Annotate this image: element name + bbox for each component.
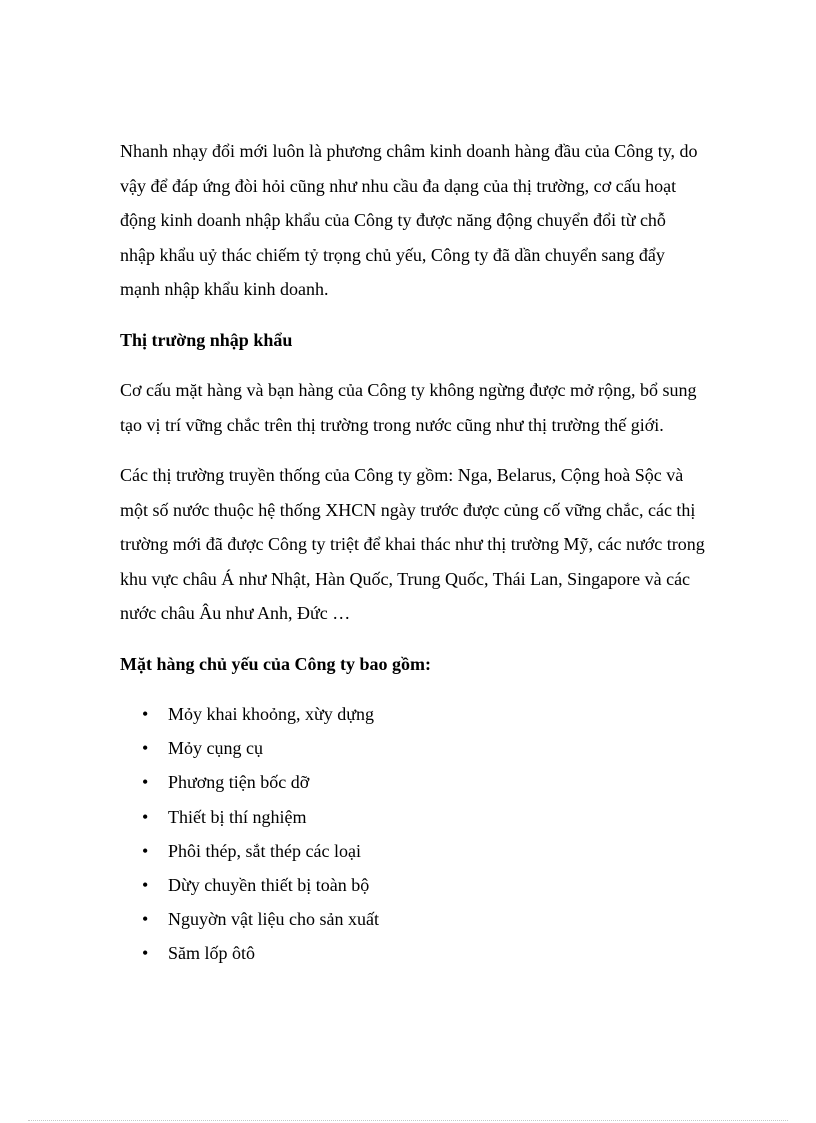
list-item-text: Thiết bị thí nghiệm xyxy=(168,806,307,827)
intro-paragraph: Nhanh nhạy đổi mới luôn là phương châm kinh doanh hàng đầu của Công ty, do vậy để đáp ứng đòi hỏi cũng như nhu cầu đa dạng của thị trường, cơ cấu hoạt động kinh doanh nhập khẩu của Công ty được năng động chuyển đổi từ chỗ nhập khẩu uỷ thác chiếm tỷ trọng chủ yếu, Công ty đã dần chuyển sang đẩy mạnh nhập khẩu kinh doanh. xyxy=(120,141,698,299)
bullet-icon: • xyxy=(142,874,149,895)
bullet-icon: • xyxy=(142,806,149,827)
list-item-text: Nguyờn vật liệu cho sản xuất xyxy=(168,909,379,930)
list-item-text: Dừy chuyền thiết bị toàn bộ xyxy=(168,874,370,895)
import-market-heading: Thị trường nhập khẩu xyxy=(120,329,293,350)
document-body xyxy=(120,134,705,971)
list-item-text: Phương tiện bốc dỡ xyxy=(168,772,310,793)
list-item-text: Phôi thép, sắt thép các loại xyxy=(168,840,361,861)
bullet-icon: • xyxy=(142,943,149,964)
bullet-icon: • xyxy=(142,738,149,759)
page-bottom-divider xyxy=(28,1120,788,1121)
bullet-icon: • xyxy=(142,704,149,724)
list-item xyxy=(120,902,705,936)
list-item xyxy=(120,800,705,834)
list-item xyxy=(120,731,705,765)
bullet-icon: • xyxy=(142,772,149,793)
main-products-heading: Mặt hàng chủ yếu của Công ty bao gồm: xyxy=(120,653,432,674)
product-list xyxy=(120,697,705,971)
traditional-markets-paragraph: Các thị trường truyền thống của Công ty gồm: Nga, Belarus, Cộng hoà Sộc và một số nước thuộc hệ thống XHCN ngày trước được củng cố vững chắc, các thị trường mới đã được Công ty triệt để khai thác như thị trường Mỹ, các nước trong khu vực châu Á như Nhật, Hàn Quốc, Trung Quốc, Thái Lan, Singapore và các nước châu Âu như Anh, Đức … xyxy=(120,465,705,623)
list-item xyxy=(120,765,705,799)
list-item-text: Mỏy khai khoỏng, xừy dựng xyxy=(168,704,375,724)
bullet-icon: • xyxy=(142,909,149,930)
list-item xyxy=(120,936,705,970)
bullet-icon: • xyxy=(142,840,149,861)
list-item-text: Săm lốp ôtô xyxy=(168,943,256,964)
market-structure-paragraph: Cơ cấu mặt hàng và bạn hàng của Công ty không ngừng được mở rộng, bổ sung tạo vị trí vững chắc trên thị trường trong nước cũng như thị trường thế giới. xyxy=(120,380,697,435)
list-item xyxy=(120,868,705,902)
list-item-text: Mỏy cụng cụ xyxy=(168,738,263,759)
list-item xyxy=(120,697,705,731)
list-item xyxy=(120,834,705,868)
